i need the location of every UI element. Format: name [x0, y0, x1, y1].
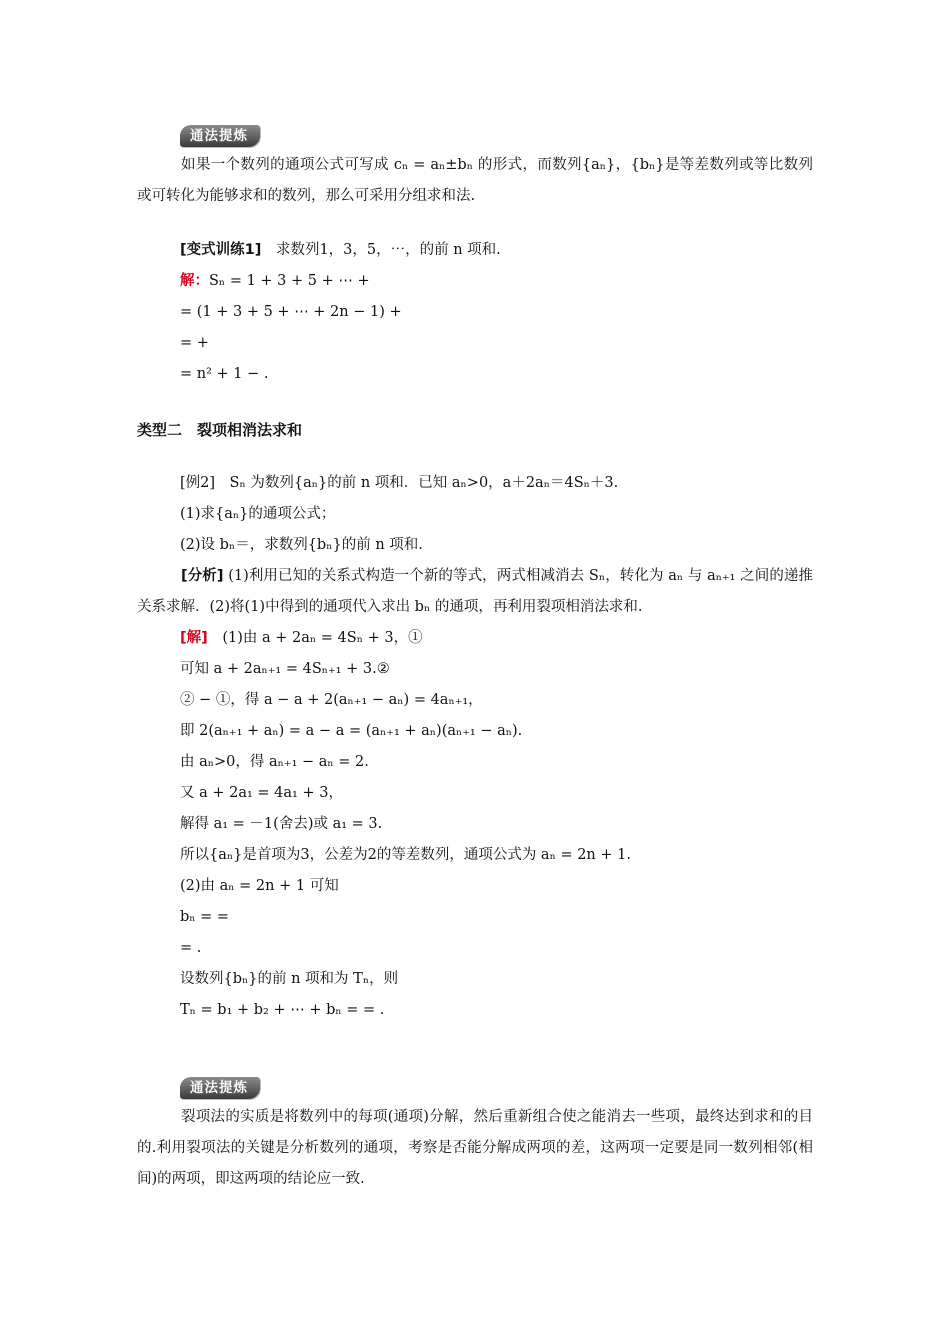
solution-line-13: Tₙ = b₁ + b₂ + ⋯ + bₙ = = .	[180, 1002, 385, 1018]
method-tip-paragraph-2: 裂项法的实质是将数列中的每项(通项)分解，然后重新组合使之能消去一些项，最终达到求和的目的.利用裂项法的关键是分析数列的通项，考察是否能分解成两项的差，这两项一定要是同一数列相邻(相间)的两项，即这两项的结论应一致.	[137, 1109, 813, 1187]
solution-line-3: ② − ①，得 a − a + 2(aₙ₊₁ − aₙ) = 4aₙ₊₁，	[180, 692, 483, 708]
variant-tag: [变式训练1]	[180, 242, 262, 258]
solution-line-10: bₙ = =	[180, 909, 230, 925]
solution-line-11: = .	[180, 940, 202, 956]
solution-text: Sₙ = 1 + 3 + 5 + ⋯ +	[209, 273, 370, 289]
analysis-paragraph	[137, 561, 813, 623]
variant-solution-line-2: = (1 + 3 + 5 + ⋯ + 2n − 1) +	[180, 304, 402, 320]
solution-line-5: 由 aₙ>0，得 aₙ₊₁ − aₙ = 2.	[180, 754, 369, 770]
example-part-2: (2)设 bₙ＝，求数列{bₙ}的前 n 项和.	[180, 537, 423, 553]
solution-line-1	[180, 628, 423, 648]
solution-line-4: 即 2(aₙ₊₁ + aₙ) = a − a = (aₙ₊₁ + aₙ)(aₙ₊₁ − aₙ).	[180, 723, 523, 739]
variant-text: 求数列1，3，5，⋯，的前 n 项和.	[275, 242, 501, 258]
solution-line-7: 解得 a₁ = －1(舍去)或 a₁ = 3.	[180, 816, 383, 832]
method-tip-paragraph: 如果一个数列的通项公式可写成 cₙ = aₙ±bₙ 的形式，而数列{aₙ}，{bₙ}是等差数列或等比数列或可转化为能够求和的数列，那么可采用分组求和法.	[137, 157, 813, 204]
solution-line-8: 所以{aₙ}是首项为3，公差为2的等差数列，通项公式为 aₙ = 2n + 1.	[180, 847, 631, 863]
variant-solution-line-1	[180, 271, 370, 291]
analysis-text: (1)利用已知的关系式构造一个新的等式，两式相减消去 Sₙ，转化为 aₙ 与 aₙ₊₁ 之间的递推关系求解．(2)将(1)中得到的通项代入求出 bₙ 的通项，再利用裂项相消法求和.	[137, 568, 814, 615]
section-heading: 类型二 裂项相消法求和	[137, 421, 303, 439]
variant-problem	[180, 240, 501, 260]
solution-text-1: (1)由 a + 2aₙ = 4Sₙ + 3，①	[222, 630, 423, 646]
method-badge: 通法提炼	[180, 125, 260, 147]
solution-tag: [解]	[180, 630, 208, 646]
solution-line-12: 设数列{bₙ}的前 n 项和为 Tₙ，则	[180, 971, 399, 987]
variant-solution-line-3: = +	[180, 335, 209, 351]
example-part-1: (1)求{aₙ}的通项公式；	[180, 506, 336, 522]
solution-line-6: 又 a + 2a₁ = 4a₁ + 3，	[180, 785, 343, 801]
variant-solution-line-4: = n² + 1 − .	[180, 366, 269, 382]
solution-line-9: (2)由 aₙ = 2n + 1 可知	[180, 878, 339, 894]
example-statement: [例2] Sₙ 为数列{aₙ}的前 n 项和．已知 aₙ>0，a＋2aₙ＝4Sₙ＋3.	[180, 475, 619, 491]
method-badge-2: 通法提炼	[180, 1077, 260, 1099]
solution-label: 解：	[180, 273, 209, 289]
analysis-tag: [分析]	[181, 568, 224, 584]
solution-line-2: 可知 a + 2aₙ₊₁ = 4Sₙ₊₁ + 3.②	[180, 661, 390, 677]
